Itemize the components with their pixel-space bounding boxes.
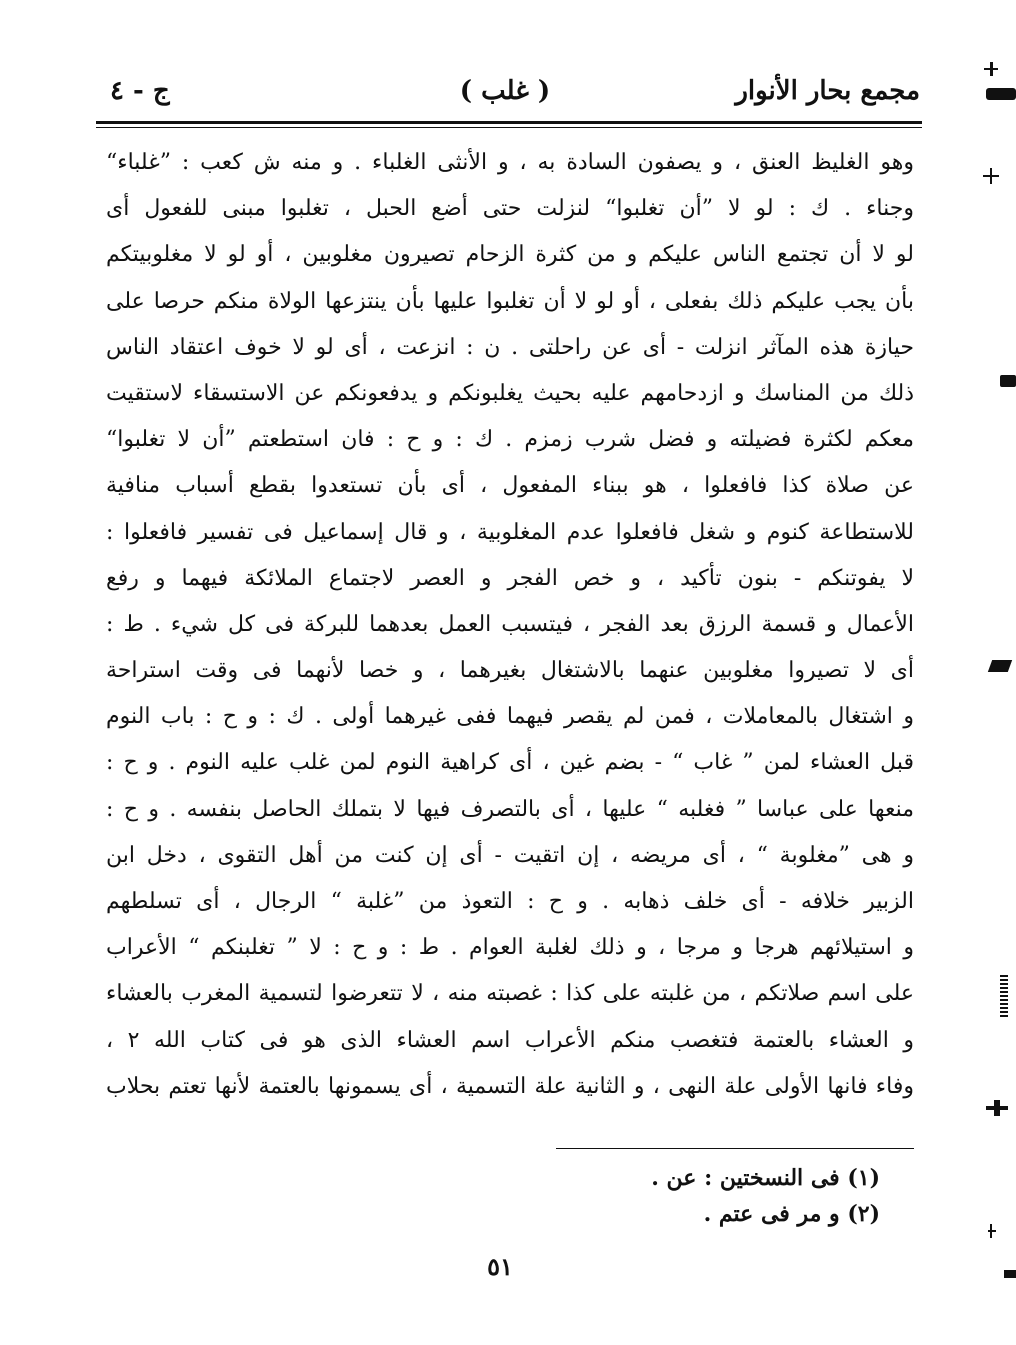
text-line: و العشاء بالعتمة فتغصب منكم الأعراب اسم العشاء الذى هو فى كتاب الله ٢ ، xyxy=(106,1027,914,1053)
footnotes xyxy=(500,1160,880,1232)
text-line: على اسم صلاتكم ، من غلبته على كذا : غصبته منه ، لا تتعرضوا لتسمية المغرب بالعشاء xyxy=(106,981,914,1007)
page-number: ٥١ xyxy=(487,1252,513,1281)
page-header xyxy=(90,70,920,118)
text-line: للاستطاعة كنوم و شغل فافعلوا عدم المغلوبية ، و قال إسماعيل فى تفسير فافعلوا : xyxy=(106,519,914,545)
header-rule-thick xyxy=(96,121,922,124)
margin-mark xyxy=(983,175,999,177)
margin-mark xyxy=(1000,375,1016,387)
text-line: قبل العشاء لمن ” غاب “ - بضم غين ، أى كراهية النوم لمن غلب عليه النوم . و ح : xyxy=(106,750,914,776)
text-line: منعها على عباسا ” فغلبه “ عليها ، أى بالتصرف فيها لا بتملك الحاصل بنفسه . و ح : xyxy=(106,796,914,822)
footnote-1: (١) فى النسختين : عن . xyxy=(651,1165,880,1191)
text-line: أى لا تصيروا مغلوبين عنهما بالاشتغال بغيرهما ، و خصا لأنهما فى وقت استراحة xyxy=(106,658,914,684)
body-text xyxy=(106,140,914,1110)
margin-mark xyxy=(994,1100,1000,1116)
text-line: الأعمال و قسمة الرزق بعد الفجر ، فيتسبب العمل بعدهما للبركة فى كل شيء . ط : xyxy=(106,611,914,637)
margin-mark xyxy=(1004,1270,1016,1278)
text-line: وجناء . ك : لو لا ”أن تغلبوا“ لنزلت حتى أضع الحبل ، تغلبوا مبنى للفعول أى xyxy=(106,196,914,222)
text-line: عن صلاة كذا فافعلوا ، هو ببناء المفعول ، أى بأن تستعدوا بقطع أسباب منافية xyxy=(106,473,914,499)
entry-root: ( غلب ) xyxy=(459,76,551,106)
footnote-rule xyxy=(556,1148,914,1149)
text-line: الزبير خلافه - أى خلف ذهابه . و ح : التعوذ من ”غلبة “ الرجال ، أى تسلطهم xyxy=(106,889,914,914)
footnote-2: (٢) و مر فى عتم . xyxy=(703,1201,880,1227)
text-line: معكم لكثرة فضيلته و فضل شرب زمزم . ك : و ح : فان استطعتم ”أن لا تغلبوا“ xyxy=(106,427,914,453)
margin-mark xyxy=(984,68,998,70)
text-line: لا يفوتنكم - بنون تأكيد ، و خص الفجر و العصر لاجتماع الملائكة فيهما و رفع xyxy=(106,565,914,591)
margin-mark xyxy=(990,1224,992,1238)
text-line: و استيلائهم هرجا و مرجا ، و ذلك لغلبة العوام . ط : و ح : لا ” تغلبنكم “ الأعراب xyxy=(106,935,914,961)
text-line: ذلك من المناسك و ازدحامهم عليه بحيث يغلبونكم و يدفعونكم عن الاستسقاء لاستقيت xyxy=(106,380,914,406)
header-rule-thin xyxy=(96,127,922,128)
margin-mark xyxy=(988,660,1012,672)
margin-mark xyxy=(986,88,1016,100)
text-line: لو لا أن تجتمع الناس عليكم و من كثرة الزحام تصيرون مغلوبين ، أو لو لا مغلوبيتكم xyxy=(106,242,914,268)
text-line: حيازة هذه المآثر انزلت - أى عن راحلتى . ن : انزعت ، أى لو لا خوف اعتقاد الناس xyxy=(106,334,914,360)
volume-number: ج - ٤ xyxy=(110,76,170,106)
text-line: وهو الغليظ العنق ، و يصفون السادة به ، و الأنثى الغلباء . و منه ش كعب : ”غلباء“ xyxy=(106,150,914,175)
margin-mark xyxy=(1000,975,1008,1019)
text-line: وفاء فانها الأولى علة النهى ، و الثانية علة التسمية ، أى يسمونها بالعتمة لأنها تعتم بحلاب xyxy=(106,1073,914,1099)
book-title: مجمع بحار الأنوار xyxy=(735,76,920,106)
text-line: و اشتغال بالمعاملات ، فمن لم يقصر فيهما ففى غيرهما أولى . ك : و ح : باب النوم xyxy=(106,704,914,730)
text-line: و هى ”مغلوبة “ ، أى مريضه ، إن اتقيت - أى إن كنت من أهل التقوى ، دخل ابن xyxy=(106,842,914,868)
text-line: بأن يجب عليكم ذلك بفعلى ، أو لو لا أن تغلبوا عليها بأن ينتزعها الولاة منكم حرصا على xyxy=(106,288,914,314)
